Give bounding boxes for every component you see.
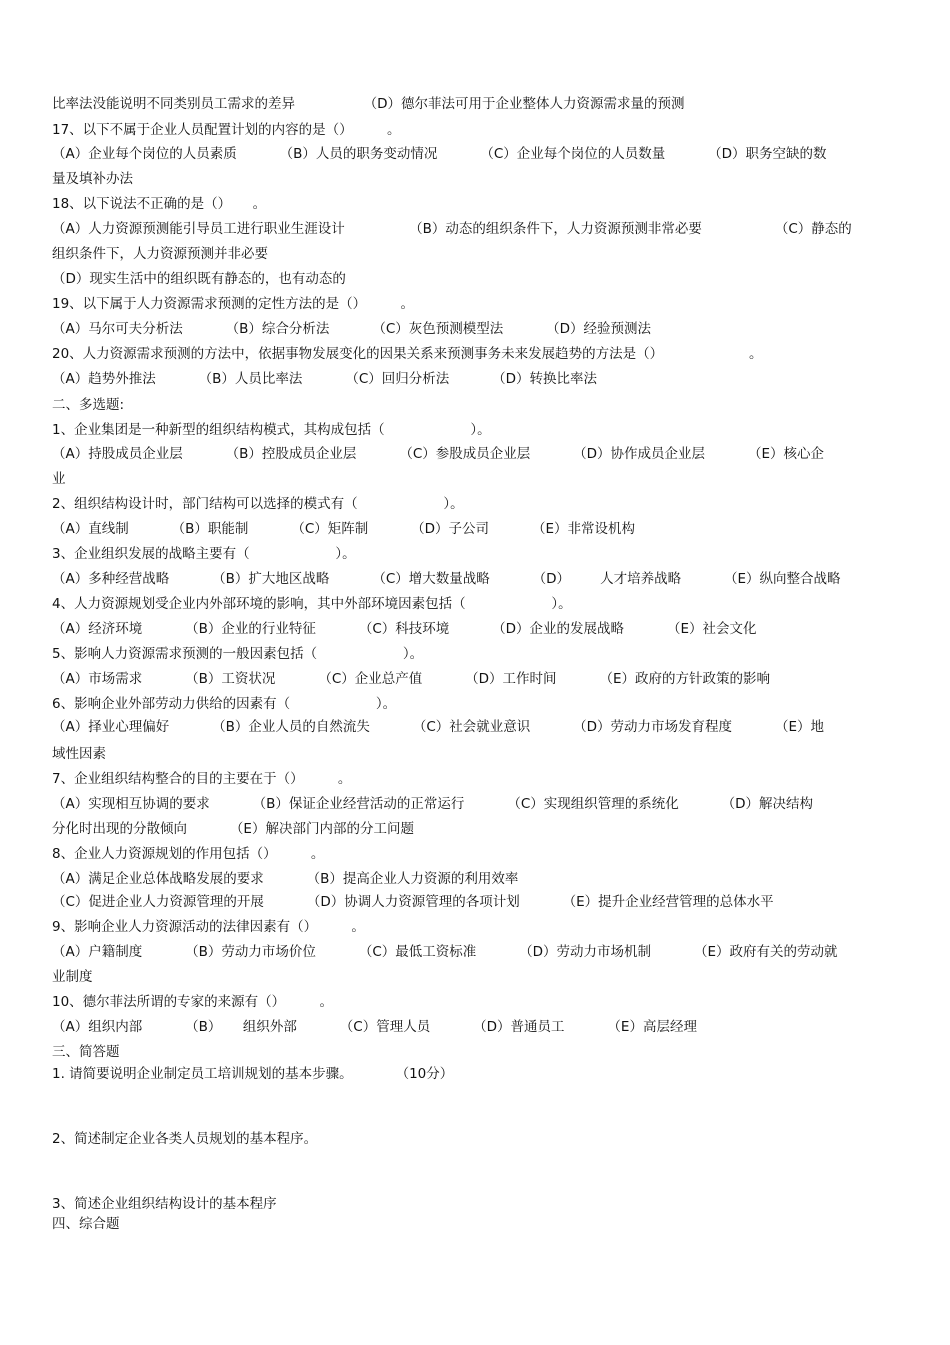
text-line: 9、影响企业人力资源活动的法律因素有（） 。 xyxy=(52,919,365,935)
text-line: 17、以下不属于企业人员配置计划的内容的是（） 。 xyxy=(52,122,401,138)
text-line: 10、德尔菲法所谓的专家的来源有（） 。 xyxy=(52,994,334,1010)
text-line: 量及填补办法 xyxy=(52,171,133,187)
text-line: 3、简述企业组织结构设计的基本程序 xyxy=(52,1196,277,1212)
text-line: 分化时出现的分散倾向 （E）解决部门内部的分工问题 xyxy=(52,821,414,837)
text-line: 8、企业人力资源规划的作用包括（） 。 xyxy=(52,846,325,862)
text-line: 三、简答题 xyxy=(52,1044,120,1060)
text-line: （D）现实生活中的组织既有静态的，也有动态的 xyxy=(52,271,346,287)
text-line: 业 xyxy=(52,471,66,487)
text-line: 18、以下说法不正确的是（） 。 xyxy=(52,196,267,212)
text-line: （A）户籍制度 （B）劳动力市场价位 （C）最低工资标准 （D）劳动力市场机制 （E）政府有关的劳动就 xyxy=(52,944,838,960)
text-line: 1. 请简要说明企业制定员工培训规划的基本步骤。 （10分） xyxy=(52,1066,454,1082)
text-line: 2、组织结构设计时，部门结构可以选择的模式有（ ）。 xyxy=(52,496,464,512)
text-line: 6、影响企业外部劳动力供给的因素有（ ）。 xyxy=(52,696,397,712)
text-line: 7、企业组织结构整合的目的主要在于（） 。 xyxy=(52,771,352,787)
text-line: （A）经济环境 （B）企业的行业特征 （C）科技环境 （D）企业的发展战略 （E）社会文化 xyxy=(52,621,757,637)
text-line: 二、多选题: xyxy=(52,397,125,413)
text-line: （A）满足企业总体战略发展的要求 （B）提高企业人力资源的利用效率 xyxy=(52,871,519,887)
text-line: （A）企业每个岗位的人员素质 （B）人员的职务变动情况 （C）企业每个岗位的人员数量 （D）职务空缺的数 xyxy=(52,146,827,162)
text-line: （A）趋势外推法 （B）人员比率法 （C）回归分析法 （D）转换比率法 xyxy=(52,371,598,387)
text-line: （A）市场需求 （B）工资状况 （C）企业总产值 （D）工作时间 （E）政府的方针政策的影响 xyxy=(52,671,770,687)
text-line: 四、综合题 xyxy=(52,1216,120,1232)
text-line: （A）马尔可夫分析法 （B）综合分析法 （C）灰色预测模型法 （D）经验预测法 xyxy=(52,321,652,337)
text-line: 20、人力资源需求预测的方法中，依据事物发展变化的因果关系来预测事务未来发展趋势的方法是（） 。 xyxy=(52,346,763,362)
text-line: （A）人力资源预测能引导员工进行职业生涯设计 （B）动态的组织条件下，人力资源预测非常必要 （C）静态的 xyxy=(52,221,852,237)
text-line: 1、企业集团是一种新型的组织结构模式，其构成包括（ ）。 xyxy=(52,422,491,438)
text-line: （A）组织内部 （B） 组织外部 （C）管理人员 （D）普通员工 （E）高层经理 xyxy=(52,1019,697,1035)
text-line: 19、以下属于人力资源需求预测的定性方法的是（） 。 xyxy=(52,296,415,312)
text-line: 3、企业组织发展的战略主要有（ ）。 xyxy=(52,546,356,562)
text-line: 5、影响人力资源需求预测的一般因素包括（ ）。 xyxy=(52,646,424,662)
text-line: （C）促进企业人力资源管理的开展 （D）协调人力资源管理的各项计划 （E）提升企业经营管理的总体水平 xyxy=(52,894,774,910)
text-line: 域性因素 xyxy=(52,746,106,762)
text-line: 比率法没能说明不同类别员工需求的差异 （D）德尔菲法可用于企业整体人力资源需求量的预测 xyxy=(52,96,685,112)
text-line: （A）实现相互协调的要求 （B）保证企业经营活动的正常运行 （C）实现组织管理的系统化 （D）解决结构 xyxy=(52,796,814,812)
text-line: 业制度 xyxy=(52,969,93,985)
text-line: 组织条件下，人力资源预测并非必要 xyxy=(52,246,268,262)
text-line: 4、人力资源规划受企业内外部环境的影响，其中外部环境因素包括（ ）。 xyxy=(52,596,572,612)
text-line: （A）多种经营战略 （B）扩大地区战略 （C）增大数量战略 （D） 人才培养战略 （E）纵向整合战略 xyxy=(52,571,841,587)
text-line: （A）择业心理偏好 （B）企业人员的自然流失 （C）社会就业意识 （D）劳动力市场发育程度 （E）地 xyxy=(52,719,824,735)
text-line: 2、简述制定企业各类人员规划的基本程序。 xyxy=(52,1131,318,1147)
text-line: （A）直线制 （B）职能制 （C）矩阵制 （D）子公司 （E）非常设机构 xyxy=(52,521,635,537)
text-line: （A）持股成员企业层 （B）控股成员企业层 （C）参股成员企业层 （D）协作成员企业层 （E）核心企 xyxy=(52,446,824,462)
